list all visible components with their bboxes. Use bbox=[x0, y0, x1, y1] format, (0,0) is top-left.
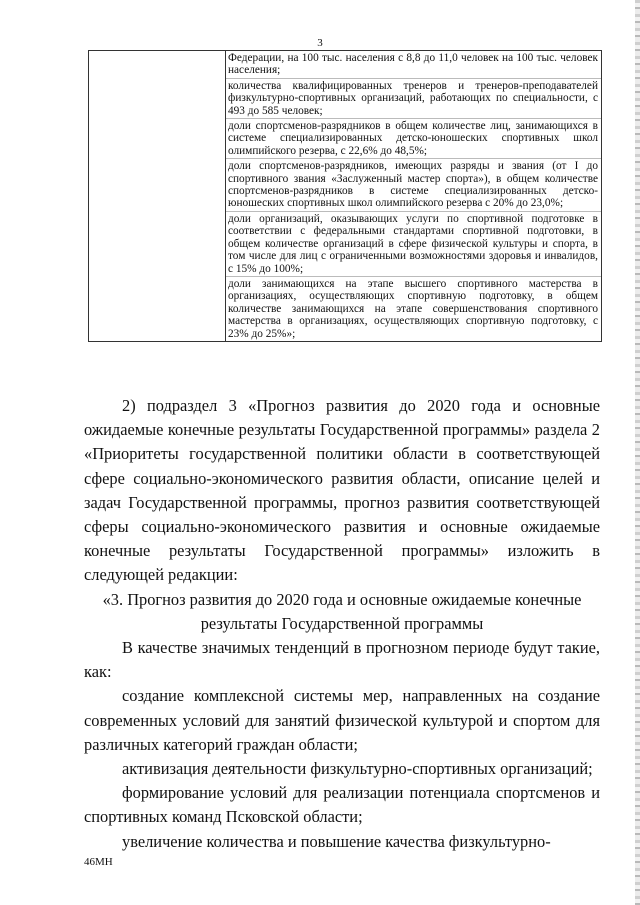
body-paragraph: создание комплексной системы мер, направленных на создание современных условий для занятий физической культурой и спортом для различных категорий граждан области; bbox=[84, 686, 600, 754]
table-item: доли спортсменов-разрядников, имеющих разряды и звания (от I до спортивного звания «Заслуженный мастер спорта»), в общем количестве спортсменов-разрядников в системе специализированных детско-юношеских спортивных школ олимпийского резерва с 20% до 23,0%; bbox=[226, 159, 601, 212]
intro-paragraph: 2) подраздел 3 «Прогноз развития до 2020 года и основные ожидаемые конечные результаты Государственной программы» раздела 2 «Приоритеты государственной политики области в соответствующей сфере социально-экономического развития области, описание целей и задач Государственной программы, прогноз развития соответствующей сферы социально-экономического развития и основные ожидаемые конечные результаты Государственной программы» изложить в следующей редакции: bbox=[84, 396, 600, 585]
table-right-cell bbox=[226, 51, 602, 342]
table-row bbox=[89, 51, 602, 342]
table-item: Федерации, на 100 тыс. населения с 8,8 до 11,0 человек на 100 тыс. человек населения; bbox=[226, 51, 601, 79]
section-heading-line-1: «3. Прогноз развития до 2020 года и основные ожидаемые конечные bbox=[102, 589, 582, 609]
body-paragraph: формирование условий для реализации потенциала спортсменов и спортивных команд Псковской области; bbox=[84, 783, 600, 827]
table-left-cell bbox=[89, 51, 226, 342]
table-item: количества квалифицированных тренеров и тренеров-преподавателей физкультурно-спортивных организаций, работающих по специальности, с 493 до 585 человек; bbox=[226, 79, 601, 119]
body-paragraph: увеличение количества и повышение качества физкультурно- bbox=[122, 831, 551, 851]
table-item: доли занимающихся на этапе высшего спортивного мастерства в организациях, осуществляющих спортивную подготовку, в общем количестве занимающихся на этапе совершенствования спортивного мастерства в организациях, осуществляющих спортивную подготовку, с 23% до 25%»; bbox=[228, 277, 598, 340]
page-number: 3 bbox=[317, 37, 323, 49]
continuation-table bbox=[88, 50, 602, 342]
indicator-table bbox=[88, 50, 602, 342]
footer-code: 46МН bbox=[84, 856, 113, 868]
table-item: доли организаций, оказывающих услуги по спортивной подготовке в соответствии с федеральными стандартами спортивной подготовки, в общем количестве организаций в сфере физической культуры и спорта, в том числе для лиц с ограниченными возможностями здоровья и инвалидов, с 15% до 100%; bbox=[226, 212, 601, 277]
body-paragraph: В качестве значимых тенденций в прогнозном периоде будут такие, как: bbox=[84, 638, 600, 682]
section-heading-line-2: результаты Государственной программы bbox=[200, 613, 484, 633]
scan-edge bbox=[635, 0, 640, 905]
document-body bbox=[84, 394, 600, 854]
table-item: доли спортсменов-разрядников в общем количестве лиц, занимающихся в системе специализированных детско-юношеских спортивных школ олимпийского резерва, с 22,6% до 48,5%; bbox=[226, 119, 601, 159]
body-paragraph: активизация деятельности физкультурно-спортивных организаций; bbox=[122, 759, 593, 779]
